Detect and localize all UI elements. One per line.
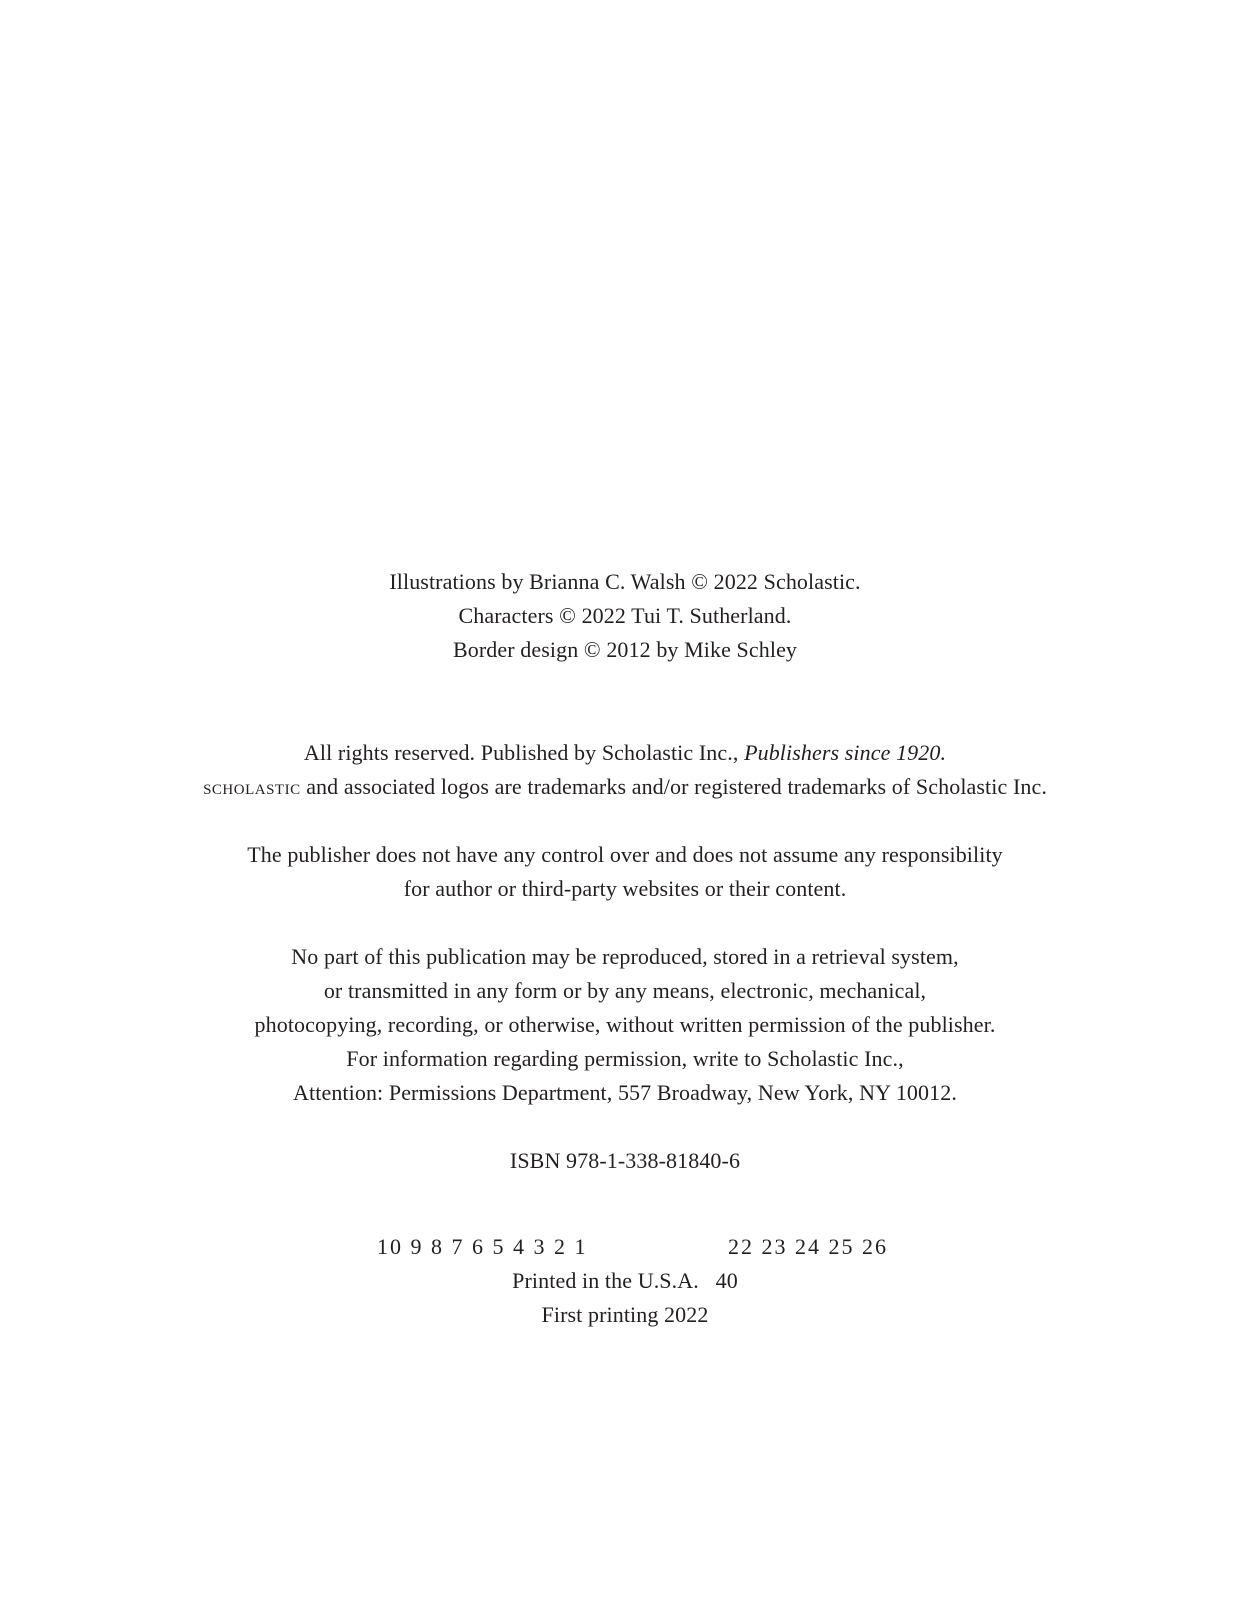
reproduction-line-4: For information regarding permission, write to Scholastic Inc., (346, 1046, 904, 1071)
rights-statement (0, 738, 1250, 768)
disclaimer-line-1: The publisher does not have any control over and does not assume any responsibility (247, 842, 1003, 867)
rights-published-text: All rights reserved. Published by Scholastic Inc., (303, 740, 739, 765)
trademark-statement (0, 772, 1250, 802)
characters-credit: Characters © 2022 Tui T. Sutherland. (458, 603, 792, 628)
first-printing: First printing 2022 (541, 1302, 709, 1327)
year-numbers: 22 23 24 25 26 (728, 1234, 888, 1259)
publisher-tagline: Publishers since 1920. (744, 740, 947, 765)
reproduction-line-5: Attention: Permissions Department, 557 Broadway, New York, NY 10012. (293, 1080, 957, 1105)
impression-numbers: 10 9 8 7 6 5 4 3 2 1 (377, 1234, 588, 1259)
border-design-credit: Border design © 2012 by Mike Schley (452, 637, 798, 662)
disclaimer-line-2: for author or third-party websites or their content. (403, 876, 847, 901)
printing-numbers-row (0, 1232, 1250, 1262)
reproduction-line-2: or transmitted in any form or by any means, electronic, mechanical, (323, 978, 927, 1003)
printed-in: Printed in the U.S.A. 40 (512, 1268, 738, 1293)
trademark-text: and associated logos are trademarks and/or registered trademarks of Scholastic Inc. (306, 774, 1047, 799)
reproduction-line-3: photocopying, recording, or otherwise, without written permission of the publisher. (254, 1012, 996, 1037)
isbn: ISBN 978-1-338-81840-6 (509, 1148, 741, 1173)
reproduction-line-1: No part of this publication may be reproduced, stored in a retrieval system, (291, 944, 959, 969)
scholastic-brand: scholastic (203, 774, 301, 799)
illustrations-credit: Illustrations by Brianna C. Walsh © 2022 Scholastic. (389, 569, 861, 594)
